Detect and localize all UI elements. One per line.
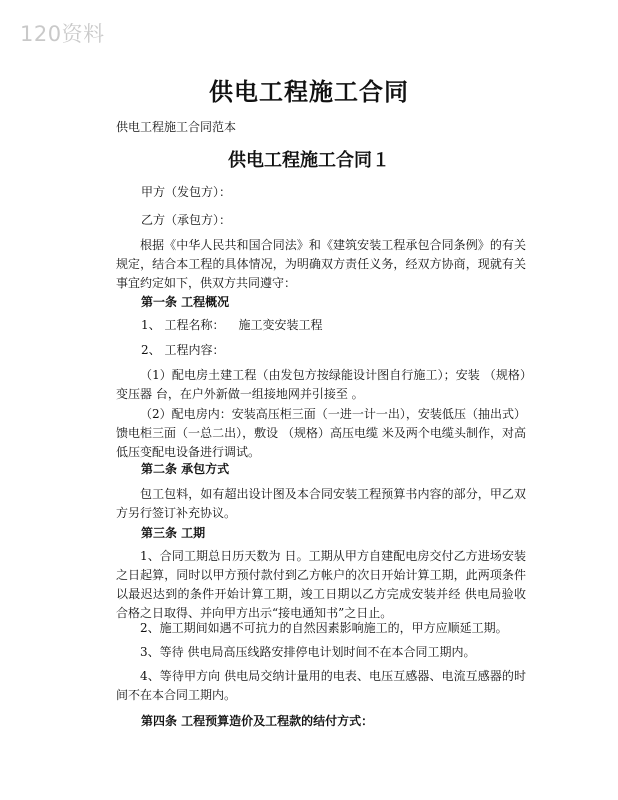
article-3-para-3: 3、等待 供电局高压线路安排停电计划时间不在本合同工期内。: [140, 645, 476, 659]
article-2-title: 第二条 承包方式: [141, 462, 230, 476]
article-1-sub-1: （1）配电房土建工程（由发包方按绿能设计图自行施工）；安装 （规格）变压器 台，在户外新做一组接地网并引接至 。: [116, 368, 526, 401]
article-1-title: 第一条 工程概况: [141, 295, 230, 309]
item-2-label: 2、 工程内容：: [141, 343, 225, 357]
item-1-label: 1、 工程名称：: [141, 318, 225, 332]
party-b-line: 乙方（承包方）：: [141, 213, 232, 227]
item-1-value: 施工变安装工程: [238, 318, 323, 332]
document-subtitle: 供电工程施工合同范本: [116, 120, 237, 134]
contract-heading: 供电工程施工合同１: [228, 150, 390, 171]
article-2-text: 包工包料，如有超出设计图及本合同安装工程预算书内容的部分，甲乙双方另行签订补充协议。: [116, 487, 526, 520]
article-1-sub-2: （2）配电房内：安装高压柜三面（一进一计一出），安装低压（抽出式）馈电柜三面（一总二出），敷设 （规格）高压电缆 米及两个电缆头制作，对高低压变配电设备进行调试。: [116, 407, 526, 459]
article-4-title: 第四条 工程预算造价及工程款的结付方式：: [141, 714, 374, 728]
article-3-para-2: 2、施工期间如遇不可抗力的自然因素影响施工的，甲方应顺延工期。: [140, 621, 508, 635]
watermark: 120资料: [20, 22, 105, 46]
article-3-para-1: 1、合同工期总日历天数为 日。工期从甲方自建配电房交付乙方进场安装之日起算，同时以甲方预付款付到乙方帐户的次日开始计算工期，此两项条件以最迟达到的条件开始计算工期，竣工日期以乙方完成安装并经 供电局验收合格之日取得、并向甲方出示“接电通知书”之日止。: [116, 549, 526, 620]
article-1-item-1: [141, 316, 322, 333]
document-title: 供电工程施工合同: [209, 77, 409, 106]
party-a-line: 甲方（发包方）：: [141, 185, 232, 199]
article-3-title: 第三条 工期: [141, 526, 206, 540]
intro-paragraph: 根据《中华人民共和国合同法》和《建筑安装工程承包合同条例》的有关规定，结合本工程的具体情况，为明确双方责任义务，经双方协商，现就有关事宜约定如下，供双方共同遵守：: [116, 238, 526, 290]
article-3-para-4: 4、等待甲方向 供电局交纳计量用的电表、电压互感器、电流互感器的时间不在本合同工期内。: [116, 669, 526, 702]
article-1-item-2: [141, 341, 224, 358]
